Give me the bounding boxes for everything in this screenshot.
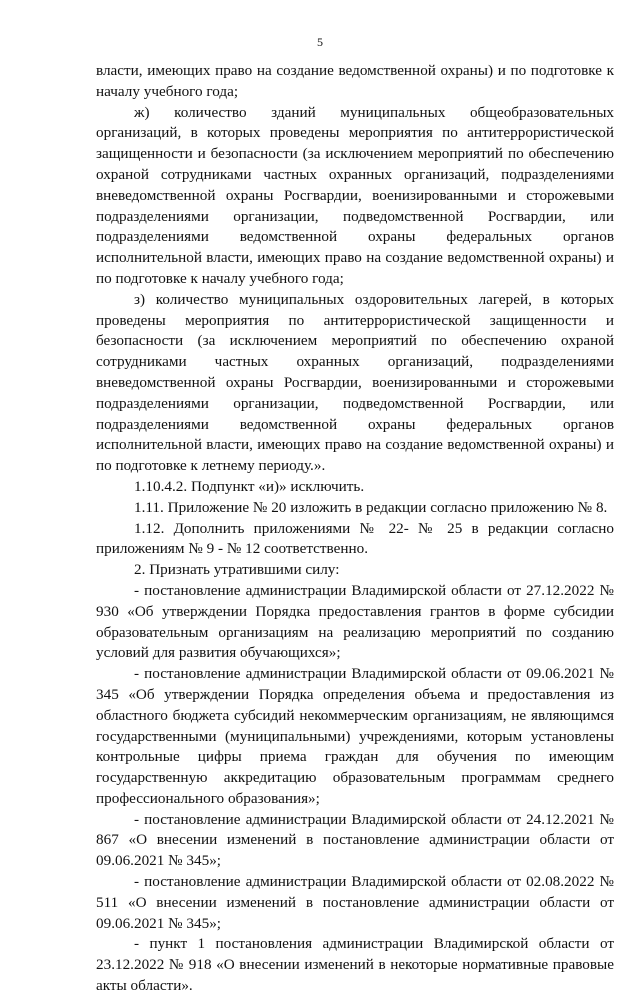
paragraph-continuation: власти, имеющих право на создание ведомственной охраны) и по подготовке к началу учебного года; [96, 62, 614, 100]
repealed-item: - пункт 1 постановления администрации Владимирской области от 23.12.2022 № 918 «О внесении изменений в некоторые нормативные правовые акты области». [96, 935, 614, 995]
repealed-item: - постановление администрации Владимирской области от 09.06.2021 № 345 «Об утверждении Порядка определения объема и предоставления из областного бюджета субсидий некоммерческим организациям, не являющимся государственными (муниципальными) учреждениями, которым установлены контрольные цифры приема граждан для обучения по имеющим государственную аккредитацию образовательным программам среднего профессионального образования»; [96, 665, 614, 807]
paragraph-1-10-4-2: 1.10.4.2. Подпункт «и)» исключить. [134, 477, 365, 495]
paragraph-2: 2. Признать утратившими силу: [134, 561, 340, 579]
repealed-item: - постановление администрации Владимирской области от 24.12.2021 № 867 «О внесении изменений в постановление администрации области от 09.06.2021 № 345»; [96, 810, 614, 870]
paragraph-1-11: 1.11. Приложение № 20 изложить в редакции согласно приложению № 8. [134, 498, 608, 516]
paragraph-1-12: 1.12. Дополнить приложениями № 22- № 25 в редакции согласно приложениям № 9 - № 12 соответственно. [96, 519, 614, 558]
document-body [96, 61, 614, 997]
repealed-item: - постановление администрации Владимирской области от 02.08.2022 № 511 «О внесении изменений в постановление администрации области от 09.06.2021 № 345»; [96, 873, 614, 932]
paragraph-item-zh: ж) количество зданий муниципальных общеобразовательных организаций, в которых проведены мероприятия по антитеррористической защищенности и безопасности (за исключением мероприятий по обеспечению охраной сотрудниками частных охранных организаций, подразделениями вневедомственной охраны Росгвардии, военизированными и сторожевыми подразделениями организации, подведомственной Росгвардии, или подразделениями ведомственной охраны федеральных органов исполнительной власти, имеющих право на создание ведомственной охраны) и по подготовке к началу учебного года; [96, 103, 614, 287]
page-number: 5 [317, 35, 323, 49]
paragraph-item-z: з) количество муниципальных оздоровительных лагерей, в которых проведены мероприятия по антитеррористической защищенности и безопасности (за исключением мероприятий по обеспечению охраной сотрудниками частных охранных организаций, подразделениями вневедомственной охраны Росгвардии, военизированными и сторожевыми подразделениями организации, подведомственной Росгвардии, или подразделениями ведомственной охраны федеральных органов исполнительной власти, имеющих право на создание ведомственной охраны) и по подготовке к летнему периоду.». [96, 290, 614, 475]
repealed-item: - постановление администрации Владимирской области от 27.12.2022 № 930 «Об утверждении Порядка предоставления грантов в форме субсидии образовательным организациям на реализацию мероприятий по созданию условий для развития обучающихся»; [96, 581, 614, 662]
